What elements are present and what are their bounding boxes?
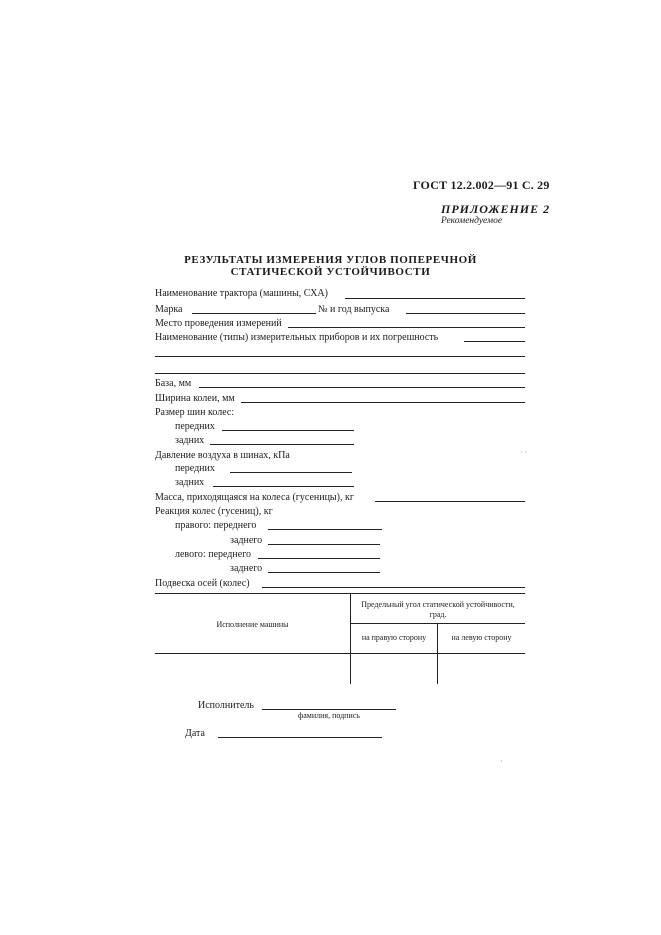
pressure-rear-label: задних <box>175 477 205 488</box>
pressure-front-label: передних <box>175 463 215 474</box>
base-field[interactable] <box>199 387 525 388</box>
number-year-label: № и год выпуска <box>318 304 390 315</box>
base-label: База, мм <box>155 378 192 389</box>
track-field[interactable] <box>241 402 525 403</box>
brand-field[interactable] <box>192 313 316 314</box>
place-field[interactable] <box>288 327 525 328</box>
table-header-angle: Предельный угол статической устойчивости, град. <box>361 600 515 619</box>
table-header-machine: Исполнение машины <box>216 620 289 629</box>
instruments-field-line3[interactable] <box>155 373 525 374</box>
machine-name-field[interactable] <box>345 298 525 299</box>
recommended-label: Рекомендуемое <box>441 216 503 226</box>
right-rear-label: заднего <box>230 535 263 546</box>
pressure-front-field[interactable] <box>230 472 352 473</box>
executor-label: Исполнитель <box>198 700 254 711</box>
date-label: Дата <box>185 728 205 739</box>
machine-name-label: Наименование трактора (машины, СХА) <box>155 288 328 299</box>
pressure-label: Давление воздуха в шинах, кПа <box>155 450 290 461</box>
table-header-bottom-border <box>155 653 525 654</box>
table-header-right: на правую сторону <box>361 633 427 642</box>
right-rear-field[interactable] <box>268 544 380 545</box>
dot-mark: · <box>500 757 503 766</box>
appendix-label: ПРИЛОЖЕНИЕ 2 <box>441 202 551 216</box>
mass-field[interactable] <box>375 501 525 502</box>
reaction-label: Реакция колес (гусениц), кг <box>155 506 273 517</box>
date-field[interactable] <box>218 737 382 738</box>
left-rear-field[interactable] <box>268 572 380 573</box>
executor-caption: фамилия, подпись <box>298 711 360 720</box>
document-code: ГОСТ 12.2.002—91 С. 29 <box>413 178 550 192</box>
number-year-field[interactable] <box>406 313 525 314</box>
tire-size-label: Размер шин колес: <box>155 407 235 418</box>
left-front-label: левого: переднего <box>175 549 252 560</box>
right-front-label: правого: переднего <box>175 520 257 531</box>
table-top-border <box>155 593 525 594</box>
right-front-field[interactable] <box>268 529 382 530</box>
track-label: Ширина колеи, мм <box>155 393 235 404</box>
tire-rear-field[interactable] <box>210 444 354 445</box>
mass-label: Масса, приходящаяся на колеса (гусеницы), кг <box>155 492 354 503</box>
corner-mark: · · <box>520 448 528 457</box>
left-front-field[interactable] <box>258 558 380 559</box>
instruments-label: Наименование (типы) измерительных приборов и их погрешность <box>155 332 439 343</box>
suspension-label: Подвеска осей (колес) <box>155 578 250 589</box>
brand-label: Марка <box>155 304 183 315</box>
tire-rear-label: задних <box>175 435 205 446</box>
tire-front-field[interactable] <box>222 430 354 431</box>
instruments-field-line2[interactable] <box>155 356 525 357</box>
form-title-line2: СТАТИЧЕСКОЙ УСТОЙЧИВОСТИ <box>230 266 431 278</box>
left-rear-label: заднего <box>230 563 263 574</box>
table-subheader-border <box>351 623 525 624</box>
suspension-field[interactable] <box>262 587 525 588</box>
instruments-field[interactable] <box>464 341 525 342</box>
table-header-left: на левую сторону <box>451 633 512 642</box>
place-label: Место проведения измерений <box>155 318 282 329</box>
tire-front-label: передних <box>175 421 215 432</box>
form-title-line1: РЕЗУЛЬТАТЫ ИЗМЕРЕНИЯ УГЛОВ ПОПЕРЕЧНОЙ <box>184 254 477 266</box>
executor-field[interactable] <box>262 709 396 710</box>
pressure-rear-field[interactable] <box>213 486 354 487</box>
